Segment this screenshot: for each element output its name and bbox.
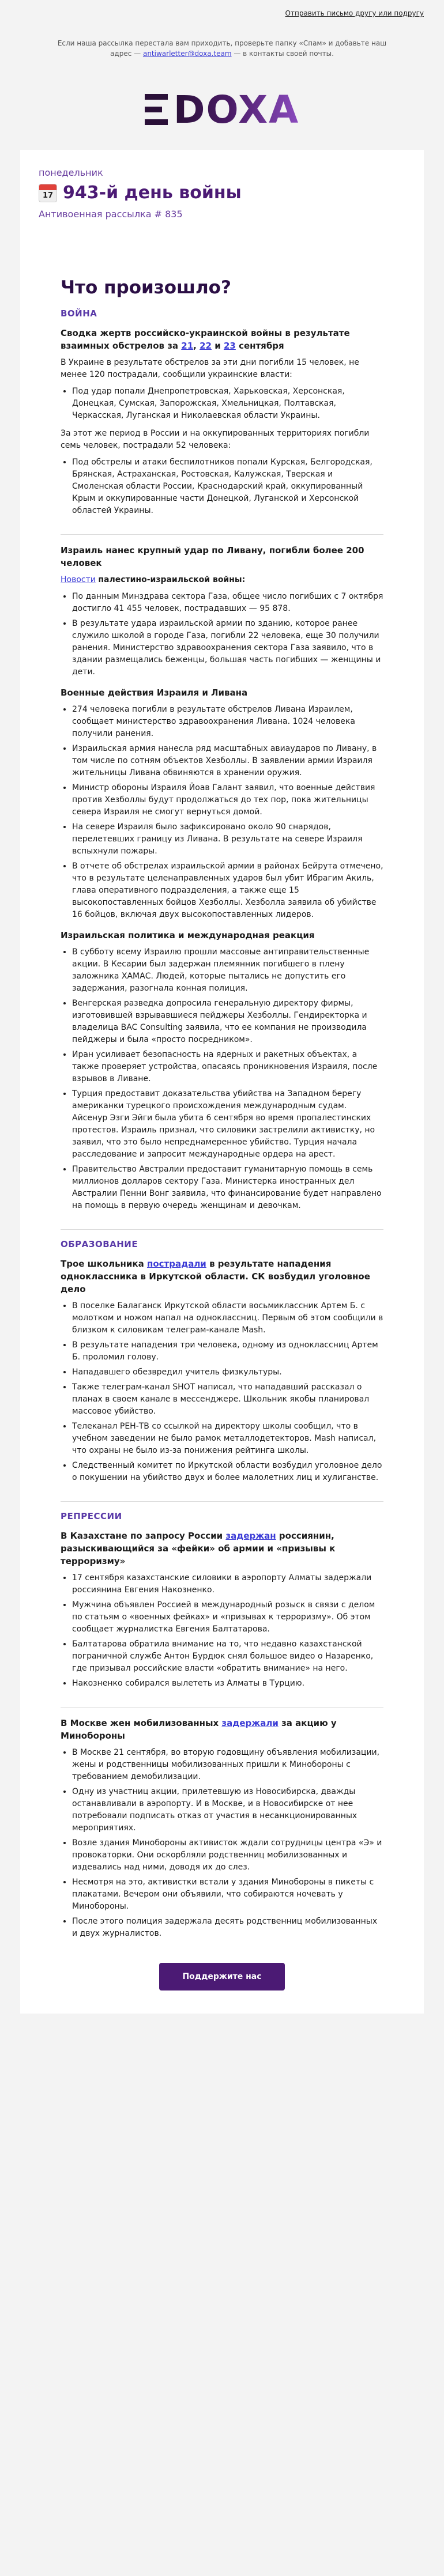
list-item: • Турция предоставит доказательства убийства на Западном берегу американки турецкого происхождения международным судам. Айсенур Эзги Эйги была убита 6 сентября во время пропалестинских протестов. Израиль признал, что силовики застрелили активистку, но заявил, что это было непреднамеренное убийство. Турция начала расследование и запросит международные ордера на арест.	[72, 1088, 383, 1161]
kazakhstan-title	[61, 1529, 383, 1567]
israel-lebanon-title: Израиль нанес крупный удар по Ливану, погибли более 200 человек	[61, 545, 364, 568]
notice-email-link[interactable]: antiwarletter@doxa.team	[142, 50, 232, 58]
list-item: • На севере Израиля было зафиксировано около 90 снарядов, перелетевших границу из Ливана. В результате на севере Израиля вспыхнули пожары.	[72, 821, 383, 858]
bottom-space	[0, 2014, 444, 2037]
moscow-wives-title	[61, 1717, 383, 1742]
divider	[61, 1229, 383, 1230]
calendar-icon	[39, 184, 57, 202]
military-actions-list	[61, 704, 383, 921]
section-repression-label: РЕПРЕССИИ	[61, 1511, 122, 1521]
politics-title: Израильская политика и международная реакция	[61, 930, 315, 940]
list-item: • По данным Минздрава сектора Газа, общее число погибших с 7 октября достигло 41 455 человек, пострадавших — 95 878.	[72, 591, 383, 615]
list-item: • 274 человека погибли в результате обстрелов Ливана Израилем, сообщает министерство здравоохранения Ливана. 1024 человека получили ранения.	[72, 704, 383, 740]
list-item: • Под удар попали Днепропетровская, Харьковская, Херсонская, Донецкая, Сумская, Запорожская, Хмельницкая, Полтавская, Черкасская, Луганская и Николаевская области Украины.	[72, 386, 383, 422]
list-item: • Телеканал РЕН-ТВ со ссылкой на директору школы сообщил, что в учебном заведении не было рамок металлодетекторов. Mash написал, что охраны не было из-за понижения рейтинга школы.	[72, 1421, 383, 1457]
moscow-link[interactable]: задержали	[221, 1718, 279, 1728]
issue-subtitle: Антивоенная рассылка # 835	[39, 209, 183, 220]
list-item: • Мужчина объявлен Россией в международный розыск в связи с делом по статьям о «военных фейках» и «призывах к терроризму». Об этом сообщает журналистка Евгения Балтатарова.	[72, 1599, 383, 1636]
list-item: • Венгерская разведка допросила генеральную директору фирмы, изготовившей взрывавшиеся пейджеры Хезболлы. Гендиректорка и владелица BAC Consulting заявила, что ее компания не производила пейджеры и была «просто посредником».	[72, 998, 383, 1046]
section-education-label: ОБРАЗОВАНИЕ	[61, 1239, 138, 1249]
news-line	[61, 574, 383, 586]
divider	[61, 534, 383, 535]
ukraine-list	[61, 386, 383, 422]
list-item: • В субботу всему Израилю прошли массовые антиправительственные акции. В Кесарии был задержан племянник погибшего в плену заложника ХАМАС. Людей, которые пытались не допустить его задержания, разогнала конная полиция.	[72, 946, 383, 995]
kz-title-b: россиянин, разыскивающийся за «фейки» об армии и «призывы к терроризму»	[61, 1531, 336, 1566]
date-link-23[interactable]: 23	[223, 341, 236, 351]
russia-list	[61, 456, 383, 517]
kz-title-a: В Казахстане по запросу России	[61, 1531, 223, 1541]
notice-text-2: — в контакты своей почты.	[234, 50, 334, 58]
support-button[interactable]: Поддержите нас	[159, 1963, 284, 1990]
news-link[interactable]: Новости	[61, 575, 96, 584]
main-heading: Что произошло?	[61, 277, 231, 298]
gaza-list	[61, 591, 383, 678]
school-link[interactable]: пострадали	[146, 1259, 206, 1269]
moscow-wives-list	[61, 1747, 383, 1940]
moscow-title-b: за акцию у Минобороны	[61, 1718, 337, 1741]
school-attack-title	[61, 1257, 383, 1295]
casualties-title-end: сентября	[239, 341, 284, 351]
logo-mark-icon	[145, 94, 168, 125]
newsletter-body	[20, 277, 424, 1990]
list-item: • Израильская армия нанесла ряд масштабных авиаударов по Ливану, в том числе по сотням объектов Хезболлы. В заявлении армии Израиля жительницы Ливана обвиняются в хранении оружия.	[72, 743, 383, 779]
school-attack-list	[61, 1300, 383, 1484]
divider	[61, 1707, 383, 1708]
list-item: • В Москве 21 сентября, во вторую годовщину объявления мобилизации, жены и родственницы мобилизованных пришли к Минобороны с требованием демобилизации.	[72, 1747, 383, 1783]
military-actions-title: Военные действия Израиля и Ливана	[61, 688, 248, 698]
list-item: • Одну из участниц акции, прилетевшую из Новосибирска, дважды останавливали в аэропорту. И в Москве, и в Новосибирске от нее потребовали подписать отказ от участия в несанкционированных мероприятиях.	[72, 1786, 383, 1834]
ukraine-paragraph: В Украине в результате обстрелов за эти дни погибли 15 человек, не менее 120 пострадали, сообщили украинские власти:	[61, 358, 359, 379]
list-item: • Несмотря на это, активистки встали у здания Минобороны в пикеты с плакатами. Вечером они объявили, что собираются ночевать у Минобороны.	[72, 1876, 383, 1913]
list-item: • Иран усиливает безопасность на ядерных и ракетных объектах, а также проверяет устройства, опасаясь проникновения Израиля, после взрывов в Ливане.	[72, 1049, 383, 1085]
list-item: • В результате удара израильской армии по зданию, которое ранее служило школой в городе Газа, погибли 22 человека, еще 30 получили ранения. Министерство здравоохранения сектора Газа заявило, что в здании размещались беженцы, большая часть погибших — женщины и дети.	[72, 618, 383, 678]
list-item: • Под обстрелы и атаки беспилотников попали Курская, Белгородская, Брянская, Астраханская, Ростовская, Калужская, Тверская и Смоленская области России, Краснодарский край, оккупированный Крым и оккупированные части Донецкой, Луганской и Херсонской областей Украины.	[72, 456, 383, 517]
forward-to-friend-link[interactable]: Отправить письмо другу или подругу	[285, 9, 424, 17]
notice-text-1: Если наша рассылка перестала вам приходить, проверьте папку «Спам» и добавьте наш адрес —	[57, 39, 387, 58]
moscow-title-a: В Москве жен мобилизованных	[61, 1718, 219, 1728]
day-line	[39, 183, 405, 203]
weekday: понедельник	[39, 167, 103, 178]
school-title-a: Трое школьника	[61, 1259, 144, 1269]
newsletter-header	[20, 150, 424, 256]
calendar-day: 17	[42, 191, 54, 200]
list-item: • Возле здания Минобороны активисток ждали сотрудницы центра «Э» и провокаторки. Они оскорбляли родственниц мобилизованных и издевались над ними, доводя их до слез.	[72, 1837, 383, 1874]
spam-notice	[0, 38, 444, 69]
list-item: • Следственный комитет по Иркутской области возбудил уголовное дело о покушении на убийство двух и более малолетних лиц и хулиганстве.	[72, 1460, 383, 1484]
top-bar	[0, 0, 444, 38]
divider	[61, 1501, 383, 1502]
list-item: • Накозненко собирался вылететь из Алматы в Турцию.	[72, 1678, 383, 1690]
news-line-rest: палестино-израильской войны:	[98, 575, 246, 584]
date-link-22[interactable]: 22	[200, 341, 212, 351]
logo-area	[0, 69, 444, 150]
newsletter-card	[20, 150, 424, 2014]
sep: ,	[193, 341, 197, 351]
sep: и	[215, 341, 221, 351]
list-item: • Балтатарова обратила внимание на то, что недавно казахстанской пограничной службе Антон Бурдюк снял большое видео о Назаренко, где призывал российские власти «обратить внимание» на него.	[72, 1638, 383, 1675]
school-title-b: в результате нападения одноклассника в Иркутской области. СК возбудил уголовное дело	[61, 1259, 370, 1294]
casualties-title-text: Сводка жертв российско-украинской войны в результате взаимных обстрелов за	[61, 328, 350, 351]
list-item: • В отчете об обстрелах израильской армии в районах Бейрута отмечено, что в результате целенаправленных ударов был убит Ибрагим Акиль, глава оперативного подразделения, а также еще 15 высокопоставленных бойцов Хезболлы. Хезболла заявила об убийстве 16 бойцов, включая двух высокопоставленных лидеров.	[72, 860, 383, 921]
list-item: • Министр обороны Израиля Йоав Галант заявил, что военные действия против Хезболлы будут продолжаться до тех пор, пока жительницы севера Израиля не смогут вернуться домой.	[72, 782, 383, 818]
list-item: • Также телеграм-канал SHOT написал, что нападавший рассказал о планах в своем канале в мессенджере. Школьник якобы планировал массовое убийство.	[72, 1381, 383, 1418]
list-item: • Нападавшего обезвредил учитель физкультуры.	[72, 1366, 383, 1378]
russia-paragraph: За этот же период в России и на оккупированных территориях погибли семь человек, пострадали 52 человека:	[61, 429, 370, 450]
list-item: • В поселке Балаганск Иркутской области восьмиклассник Артем Б. с молотком и ножом напал на одноклассниц. Первым об этом сообщили в близком к силовикам телеграм-канале Mash.	[72, 1300, 383, 1336]
list-item: • В результате нападения три человека, одному из одноклассниц Артем Б. проломил голову.	[72, 1339, 383, 1363]
list-item: • 17 сентября казахстанские силовики в аэропорту Алматы задержали россиянина Евгения Накозненко.	[72, 1572, 383, 1596]
logo-text: DOXA	[173, 87, 300, 132]
kz-link[interactable]: задержан	[225, 1531, 276, 1541]
kazakhstan-list	[61, 1572, 383, 1690]
day-title: 943-й день войны	[63, 183, 242, 203]
politics-list	[61, 946, 383, 1212]
support-wrap	[61, 1963, 383, 1990]
list-item: • Правительство Австралии предоставит гуманитарную помощь в семь миллионов долларов сектору Газа. Министерка иностранных дел Австралии Пенни Вонг заявила, что финансирование будет направлено на помощь в первую очередь женщинам и девочкам.	[72, 1164, 383, 1212]
doxa-logo	[145, 88, 300, 132]
casualties-title	[61, 327, 383, 352]
date-link-21[interactable]: 21	[181, 341, 194, 351]
list-item: • После этого полиция задержала десять родственниц мобилизованных и двух журналистов.	[72, 1916, 383, 1940]
section-war-label: ВОЙНА	[61, 308, 97, 319]
